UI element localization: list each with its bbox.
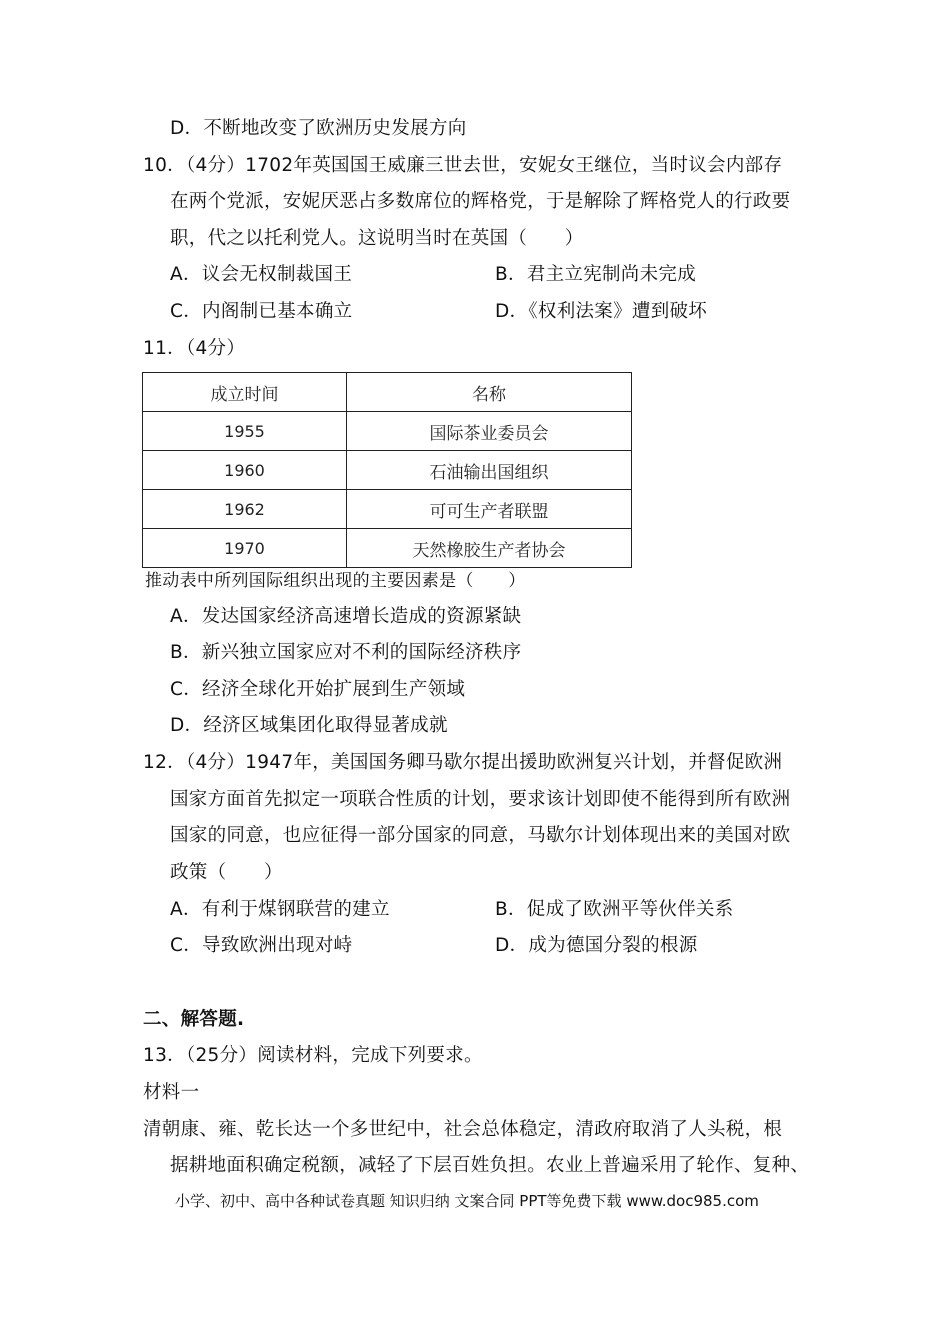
q12-option-c: C．导致欧洲出现对峙	[170, 935, 353, 956]
q9-option-d: D．不断地改变了欧洲历史发展方向	[170, 118, 467, 139]
table-cell-year: 1962	[143, 490, 347, 529]
q10-option-b: B．君主立宪制尚未完成	[495, 264, 696, 285]
table-row	[143, 490, 632, 529]
q11-question: 推动表中所列国际组织出现的主要因素是（ ）	[145, 571, 526, 591]
table-header-cell: 成立时间	[143, 373, 347, 412]
q10-stem-line1: 10．（4分）1702年英国国王威廉三世去世，安妮女王继位，当时议会内部存	[143, 155, 783, 176]
table-cell-year: 1955	[143, 412, 347, 451]
q13-material-line1: 清朝康、雍、乾长达一个多世纪中，社会总体稳定，清政府取消了人头税，根	[143, 1119, 783, 1140]
table-cell-name: 可可生产者联盟	[347, 490, 632, 529]
q12-stem-line1: 12．（4分）1947年，美国国务卿马歇尔提出援助欧洲复兴计划，并督促欧洲	[143, 752, 783, 773]
q12-stem-line3: 国家的同意，也应征得一部分国家的同意，马歇尔计划体现出来的美国对欧	[170, 825, 791, 846]
table-row	[143, 529, 632, 568]
q11-stem: 11．（4分）	[143, 338, 246, 359]
q13-material-label: 材料一	[143, 1082, 200, 1103]
q11-table	[142, 372, 632, 568]
page-footer: 小学、初中、高中各种试卷真题 知识归纳 文案合同 PPT等免费下载 www.doc985.com	[175, 1192, 759, 1210]
table-row	[143, 412, 632, 451]
q10-stem-line3: 职，代之以托利党人。这说明当时在英国（ ）	[170, 228, 584, 249]
section-title: 二、解答题.	[143, 1009, 245, 1030]
q12-stem-line2: 国家方面首先拟定一项联合性质的计划，要求该计划即使不能得到所有欧洲	[170, 789, 791, 810]
table-cell-year: 1960	[143, 451, 347, 490]
q10-option-d: D．《权利法案》遭到破坏	[495, 301, 708, 322]
table-header-row	[143, 373, 632, 412]
q13-material-line2: 据耕地面积确定税额，减轻了下层百姓负担。农业上普遍采用了轮作、复种、	[170, 1155, 810, 1176]
table-row	[143, 451, 632, 490]
table-cell-name: 石油输出国组织	[347, 451, 632, 490]
q13-stem: 13．（25分）阅读材料，完成下列要求。	[143, 1045, 483, 1066]
q10-stem-line2: 在两个党派，安妮厌恶占多数席位的辉格党，于是解除了辉格党人的行政要	[170, 191, 791, 212]
table-header-cell: 名称	[347, 373, 632, 412]
q12-option-b: B．促成了欧洲平等伙伴关系	[495, 899, 734, 920]
q11-option-d: D．经济区域集团化取得显著成就	[170, 715, 448, 736]
table-cell-year: 1970	[143, 529, 347, 568]
q12-option-a: A．有利于煤钢联营的建立	[170, 899, 390, 920]
q12-option-d: D．成为德国分裂的根源	[495, 935, 698, 956]
q11-option-a: A．发达国家经济高速增长造成的资源紧缺	[170, 606, 522, 627]
table-cell-name: 国际茶业委员会	[347, 412, 632, 451]
q10-option-c: C．内阁制已基本确立	[170, 301, 353, 322]
q11-option-b: B．新兴独立国家应对不利的国际经济秩序	[170, 642, 522, 663]
table-cell-name: 天然橡胶生产者协会	[347, 529, 632, 568]
q11-option-c: C．经济全球化开始扩展到生产领域	[170, 679, 466, 700]
q10-option-a: A．议会无权制裁国王	[170, 264, 353, 285]
q12-stem-line4: 政策（ ）	[170, 862, 283, 883]
